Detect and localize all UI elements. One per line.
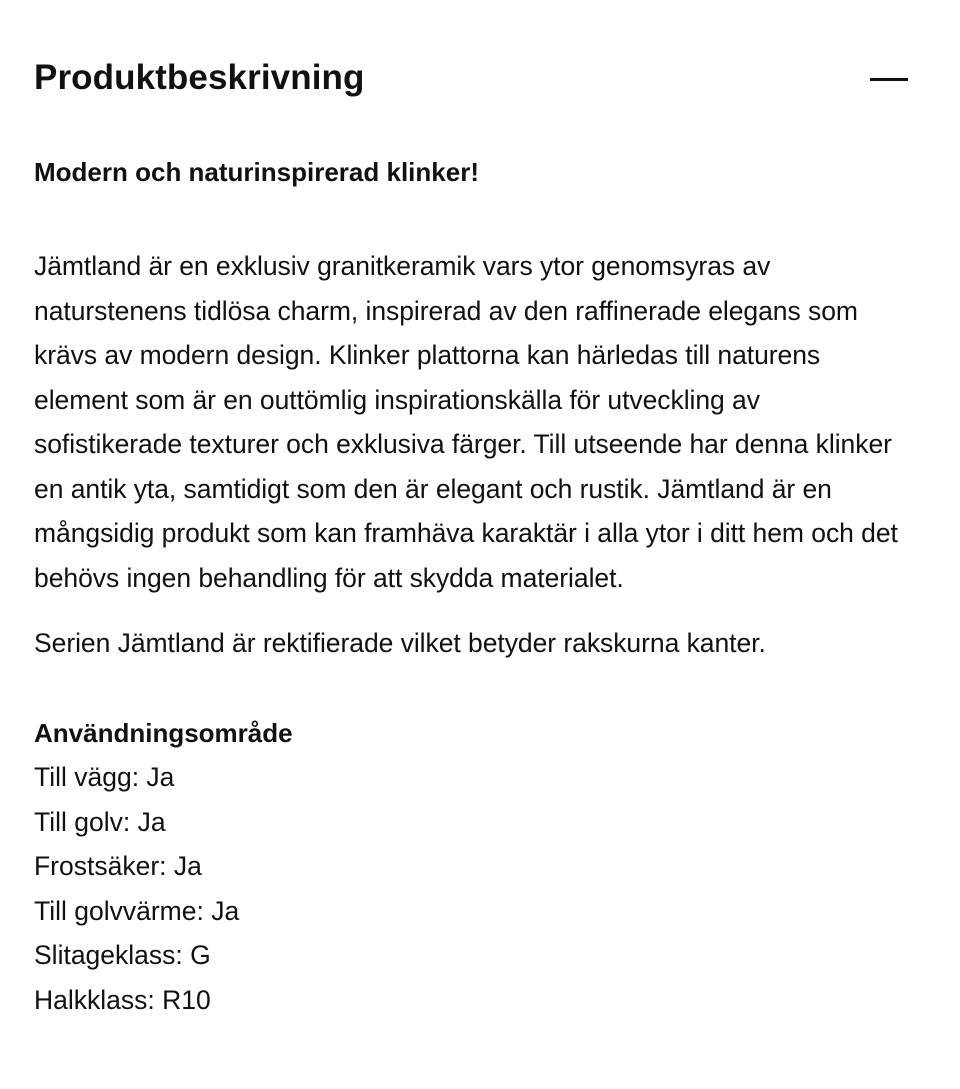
usage-item-wear-class: Slitageklass: G: [34, 940, 211, 970]
accordion-content: [34, 150, 926, 1022]
usage-list: [34, 755, 926, 1022]
usage-item-floor-heating: Till golvvärme: Ja: [34, 895, 240, 926]
usage-section: [34, 711, 926, 1023]
accordion-header[interactable]: [34, 52, 926, 108]
minus-icon[interactable]: [870, 56, 910, 96]
usage-heading: Användningsområde: [34, 717, 293, 748]
usage-item-slip-class: Halkklass: R10: [34, 984, 211, 1015]
usage-item-wall: Till vägg: Ja: [34, 762, 175, 792]
usage-item-frost: Frostsäker: Ja: [34, 851, 202, 881]
description-paragraph-edges: Serien Jämtland är rektifierade vilket betyder rakskurna kanter.: [34, 628, 766, 658]
section-title: Produktbeskrivning: [34, 58, 365, 97]
usage-item-floor: Till golv: Ja: [34, 806, 166, 837]
description-paragraph: Jämtland är en exklusiv granitkeramik vars ytor genomsyras av naturstenens tidlösa charm, inspirerad av den raffinerade elegans som krävs av modern design. Klinker plattorna kan härledas till naturens element som är en outtömlig inspirationskälla för utveckling av sofistikerade texturer och exklusiva färger. Till utseende har denna klinker en antik yta, samtidigt som den är elegant och rustik. Jämtland är en mångsidig produkt som kan framhäva karaktär i alla ytor i ditt hem och det behövs ingen behandling för att skydda materialet.: [34, 251, 898, 593]
description-subtitle: Modern och naturinspirerad klinker!: [34, 157, 479, 187]
